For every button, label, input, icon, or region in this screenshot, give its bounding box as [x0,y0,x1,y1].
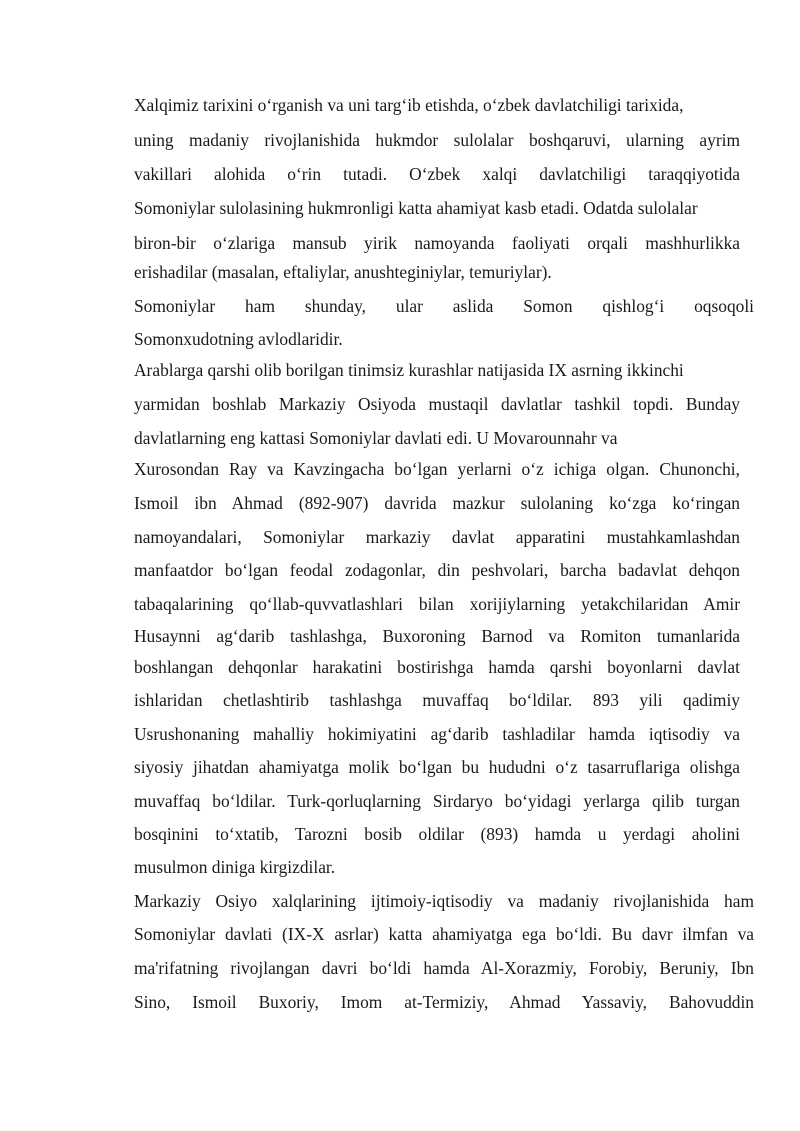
text-line: Somoniylar davlati (IX-X asrlar) katta ahamiyatga ega bo‘ldi. Bu davr ilmfan va [134,924,754,944]
text-line: uning madaniy rivojlanishida hukmdor sulolalar boshqaruvi, ularning ayrim [134,130,740,150]
text-line: ma'rifatning rivojlangan davri bo‘ldi hamda Al-Xorazmiy, Forobiy, Beruniy, Ibn [134,958,754,978]
text-line: manfaatdor bo‘lgan feodal zodagonlar, din peshvolari, barcha badavlat dehqon [134,560,740,580]
text-line: Xurosondan Ray va Kavzingacha bo‘lgan yerlarni o‘z ichiga olgan. Chunonchi, [134,459,740,479]
text-line: Husaynni ag‘darib tashlashga, Buxoroning Barnod va Romiton tumanlarida [134,626,740,646]
text-line: vakillari alohida o‘rin tutadi. O‘zbek xalqi davlatchiligi taraqqiyotida [134,164,740,184]
text-line: biron-bir o‘zlariga mansub yirik namoyanda faoliyati orqali mashhurlikka [134,233,740,253]
text-line: yarmidan boshlab Markaziy Osiyoda mustaqil davlatlar tashkil topdi. Bunday [134,394,740,414]
text-line: boshlangan dehqonlar harakatini bostirishga hamda qarshi boyonlarni davlat [134,657,740,677]
text-line: siyosiy jihatdan ahamiyatga molik bo‘lgan bu hududni o‘z tasarruflariga olishga [134,757,740,777]
text-line: Somoniylar sulolasining hukmronligi katta ahamiyat kasb etadi. Odatda sulolalar [134,198,698,218]
text-line: musulmon diniga kirgizdilar. [134,857,336,877]
text-line: davlatlarning eng kattasi Somoniylar davlati edi. U Movarounnahr va [134,428,618,448]
text-line: erishadilar (masalan, eftaliylar, anushteginiylar, temuriylar). [134,262,552,282]
text-line: Somonxudotning avlodlaridir. [134,329,343,349]
text-line: Sino, Ismoil Buxoriy, Imom at-Termiziy, Ahmad Yassaviy, Bahovuddin [134,992,754,1012]
text-line: Usrushonaning mahalliy hokimiyatini ag‘darib tashladilar hamda iqtisodiy va [134,724,740,744]
text-line: Ismoil ibn Ahmad (892-907) davrida mazkur sulolaning ko‘zga ko‘ringan [134,493,740,513]
text-line: muvaffaq bo‘ldilar. Turk-qorluqlarning Sirdaryo bo‘yidagi yerlarga qilib turgan [134,791,740,811]
text-line: Xalqimiz tarixini o‘rganish va uni targ‘ib etishda, o‘zbek davlatchiligi tarixida, [134,95,684,115]
text-line: tabaqalarining qo‘llab-quvvatlashlari bilan xorijiylarning yetakchilaridan Amir [134,594,740,614]
text-line: Arablarga qarshi olib borilgan tinimsiz kurashlar natijasida IX asrning ikkinchi [134,360,684,380]
text-line: ishlaridan chetlashtirib tashlashga muvaffaq bo‘ldilar. 893 yili qadimiy [134,690,740,710]
text-line: namoyandalari, Somoniylar markaziy davlat apparatini mustahkamlashdan [134,527,740,547]
text-line: Markaziy Osiyo xalqlarining ijtimoiy-iqtisodiy va madaniy rivojlanishida ham [134,891,754,911]
text-line: bosqinini to‘xtatib, Tarozni bosib oldilar (893) hamda u yerdagi aholini [134,824,740,844]
text-line: Somoniylar ham shunday, ular aslida Somon qishlog‘i oqsoqoli [134,296,754,316]
